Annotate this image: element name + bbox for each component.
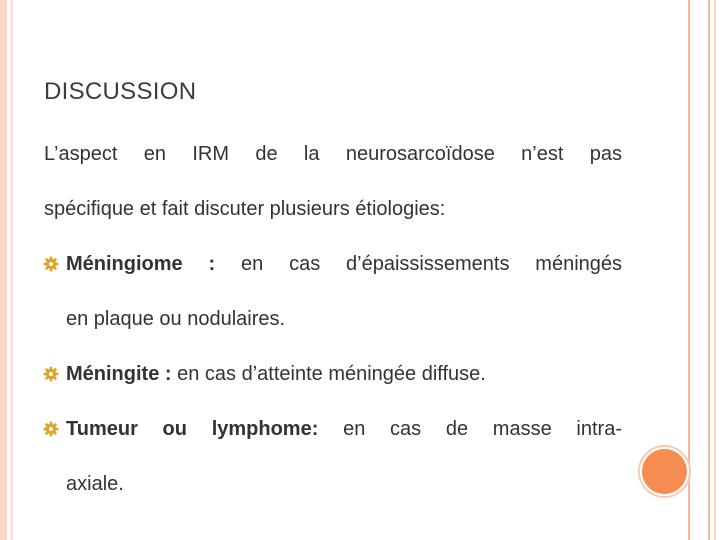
bullet-meningiome-line-1 [66,253,622,276]
gear-bullet-icon [43,256,59,272]
bullet-term: Tumeur ou lymphome: [66,418,319,440]
gear-bullet-icon [43,421,59,437]
slide-title: DISCUSSION [44,78,197,105]
bullet-description: en cas de masse intra- [343,418,622,440]
intro-line-1: L’aspect en IRM de la neurosarcoïdose n’est pas [44,143,622,165]
intro-line-2: spécifique et fait discuter plusieurs étiologies: [44,198,446,220]
left-decorative-rail [0,0,7,540]
left-decorative-rail-inner [10,0,13,540]
right-decorative-line [714,0,716,540]
bullet-meningiome-line-2: en plaque ou nodulaires. [66,308,286,330]
bullet-term: Méningite : [66,363,172,385]
bullet-tumeur-line-1 [66,418,622,441]
bullet-tumeur-line-2: axiale. [66,473,124,495]
bullet-description: en cas d’atteinte méningée diffuse. [177,363,486,385]
bullet-description: en cas d’épaississements méningés [241,253,623,275]
bullet-term: Méningiome : [66,253,216,275]
decorative-orange-circle [642,449,687,494]
gear-bullet-icon [43,366,59,382]
bullet-meningite-line-1 [66,363,486,386]
right-decorative-line [708,0,710,540]
